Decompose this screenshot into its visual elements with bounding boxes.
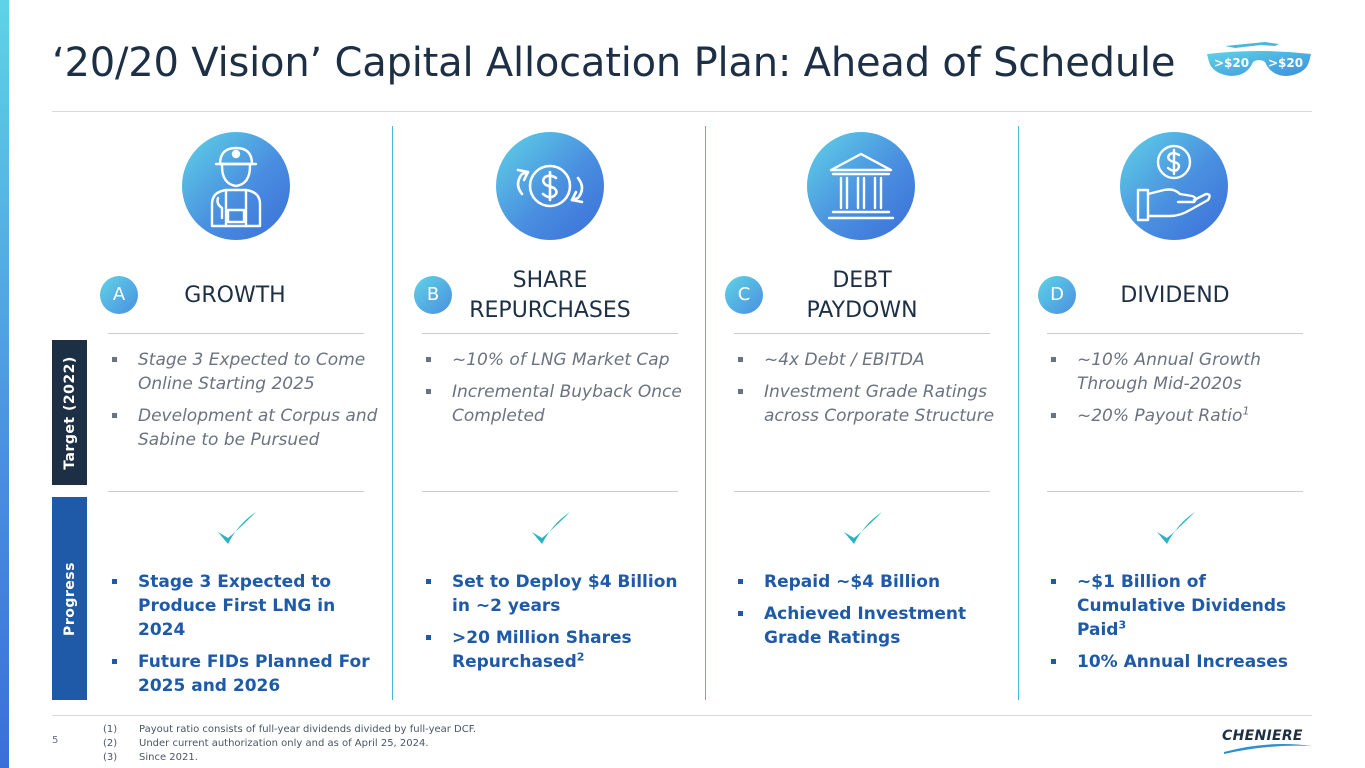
- section-rule: [734, 333, 990, 334]
- progress-list: [108, 570, 378, 706]
- pillar-heading-line: GROWTH: [184, 283, 286, 308]
- target-item-text: ~20% Payout Ratio: [1077, 406, 1243, 426]
- progress-item: [422, 570, 692, 618]
- progress-item: [108, 570, 378, 642]
- footnote-ref: 3: [1118, 618, 1127, 632]
- pillar-heading-line: REPURCHASES: [469, 298, 631, 323]
- progress-list: [422, 570, 692, 682]
- bank-icon: [807, 132, 915, 240]
- title-divider: [52, 111, 1312, 112]
- target-item: Stage 3 Expected to Come Online Starting 2025: [108, 348, 378, 396]
- badge-left-label: >$20: [1214, 56, 1250, 70]
- progress-list: [734, 570, 1004, 658]
- checkmark-icon: [528, 508, 572, 552]
- worker-icon: [182, 132, 290, 240]
- checkmark-icon: [840, 508, 884, 552]
- checkmark-icon: [1153, 508, 1197, 552]
- cheniere-logo: [1222, 728, 1314, 758]
- side-accent-bar: [0, 0, 9, 768]
- pillar-letter-badge: B: [414, 276, 452, 314]
- target-list: [108, 348, 378, 460]
- column-debt-paydown: [725, 126, 1015, 700]
- footnote-number: (3): [103, 752, 118, 763]
- pillar-heading-line: PAYDOWN: [806, 298, 918, 323]
- progress-side-label: Progress: [61, 561, 78, 636]
- progress-item-text: Stage 3 Expected to Produce First LNG in 2024: [138, 572, 336, 640]
- footnote-number: (1): [103, 724, 118, 735]
- target-item: ~10% Annual Growth Through Mid-2020s: [1047, 348, 1317, 396]
- progress-item-text: ~$1 Billion of Cumulative Dividends Paid: [1077, 572, 1287, 640]
- footnote-ref: 1: [1242, 404, 1250, 418]
- section-rule: [1047, 491, 1303, 492]
- hand-dollar-icon: [1120, 132, 1228, 240]
- section-rule: [108, 491, 364, 492]
- progress-item: [1047, 650, 1317, 674]
- progress-item: [422, 626, 692, 674]
- progress-item-text: >20 Million Shares Repurchased: [452, 628, 632, 672]
- footnote-text: Payout ratio consists of full-year dividends divided by full-year DCF.: [139, 724, 477, 735]
- section-rule: [734, 491, 990, 492]
- target-list: [1047, 348, 1317, 436]
- target-item: ~4x Debt / EBITDA: [734, 348, 1004, 372]
- logo-wordmark: CHENIERE: [1222, 728, 1303, 744]
- target-item: Investment Grade Ratings across Corporate Structure: [734, 380, 1004, 428]
- pillar-heading: [791, 266, 933, 326]
- pillar-heading-line: SHARE: [512, 268, 588, 293]
- target-list: [422, 348, 692, 436]
- target-list: [734, 348, 1004, 436]
- page-number: 5: [52, 735, 59, 746]
- section-rule: [108, 333, 364, 334]
- column-share-repurchases: [412, 126, 702, 700]
- column-divider: [392, 126, 393, 700]
- pillar-heading: [462, 266, 638, 326]
- target-item: Incremental Buyback Once Completed: [422, 380, 692, 428]
- footnote: [103, 751, 198, 765]
- column-divider: [1018, 126, 1019, 700]
- progress-item: [1047, 570, 1317, 642]
- target-item: [1047, 404, 1317, 428]
- target-item: ~10% of LNG Market Cap: [422, 348, 692, 372]
- badge-right-label: >$20: [1268, 56, 1304, 70]
- footnote: [103, 737, 429, 751]
- footnote: [103, 723, 476, 737]
- column-growth: [98, 126, 388, 700]
- pillar-heading: [164, 281, 306, 311]
- footnote-text: Since 2021.: [139, 752, 198, 763]
- progress-item: [734, 570, 1004, 594]
- checkmark-icon: [214, 508, 258, 552]
- column-divider: [705, 126, 706, 700]
- progress-list: [1047, 570, 1317, 682]
- section-rule: [422, 491, 678, 492]
- progress-item-text: 10% Annual Increases: [1077, 652, 1288, 672]
- pillar-heading: [1104, 281, 1246, 311]
- progress-item: [734, 602, 1004, 650]
- section-rule: [1047, 333, 1303, 334]
- pillar-letter-badge: D: [1038, 276, 1076, 314]
- target-item: Development at Corpus and Sabine to be Pursued: [108, 404, 378, 452]
- footnote-number: (2): [103, 738, 118, 749]
- pillar-letter-badge: A: [100, 276, 138, 314]
- page-title: ‘20/20 Vision’ Capital Allocation Plan: Ahead of Schedule: [52, 40, 1176, 86]
- dollar-cycle-icon: [496, 132, 604, 240]
- column-dividend: [1038, 126, 1328, 700]
- target-side-label: Target (2022): [61, 355, 78, 470]
- footnote-text: Under current authorization only and as of April 25, 2024.: [139, 738, 429, 749]
- vision-glasses-badge: [1205, 40, 1313, 82]
- progress-side-tab: [52, 497, 87, 700]
- target-side-tab: [52, 340, 87, 485]
- progress-item-text: Set to Deploy $4 Billion in ~2 years: [452, 572, 678, 616]
- progress-item-text: Achieved Investment Grade Ratings: [764, 604, 967, 648]
- pillar-heading-line: DEBT: [832, 268, 892, 293]
- pillar-letter-badge: C: [725, 276, 763, 314]
- pillar-heading-line: DIVIDEND: [1120, 283, 1230, 308]
- section-rule: [422, 333, 678, 334]
- progress-item-text: Repaid ~$4 Billion: [764, 572, 941, 592]
- footnote-ref: 2: [576, 650, 585, 664]
- footer-divider: [52, 715, 1312, 716]
- logo-swoosh-icon: [1222, 742, 1314, 756]
- progress-item: [108, 650, 378, 698]
- progress-item-text: Future FIDs Planned For 2025 and 2026: [138, 652, 370, 696]
